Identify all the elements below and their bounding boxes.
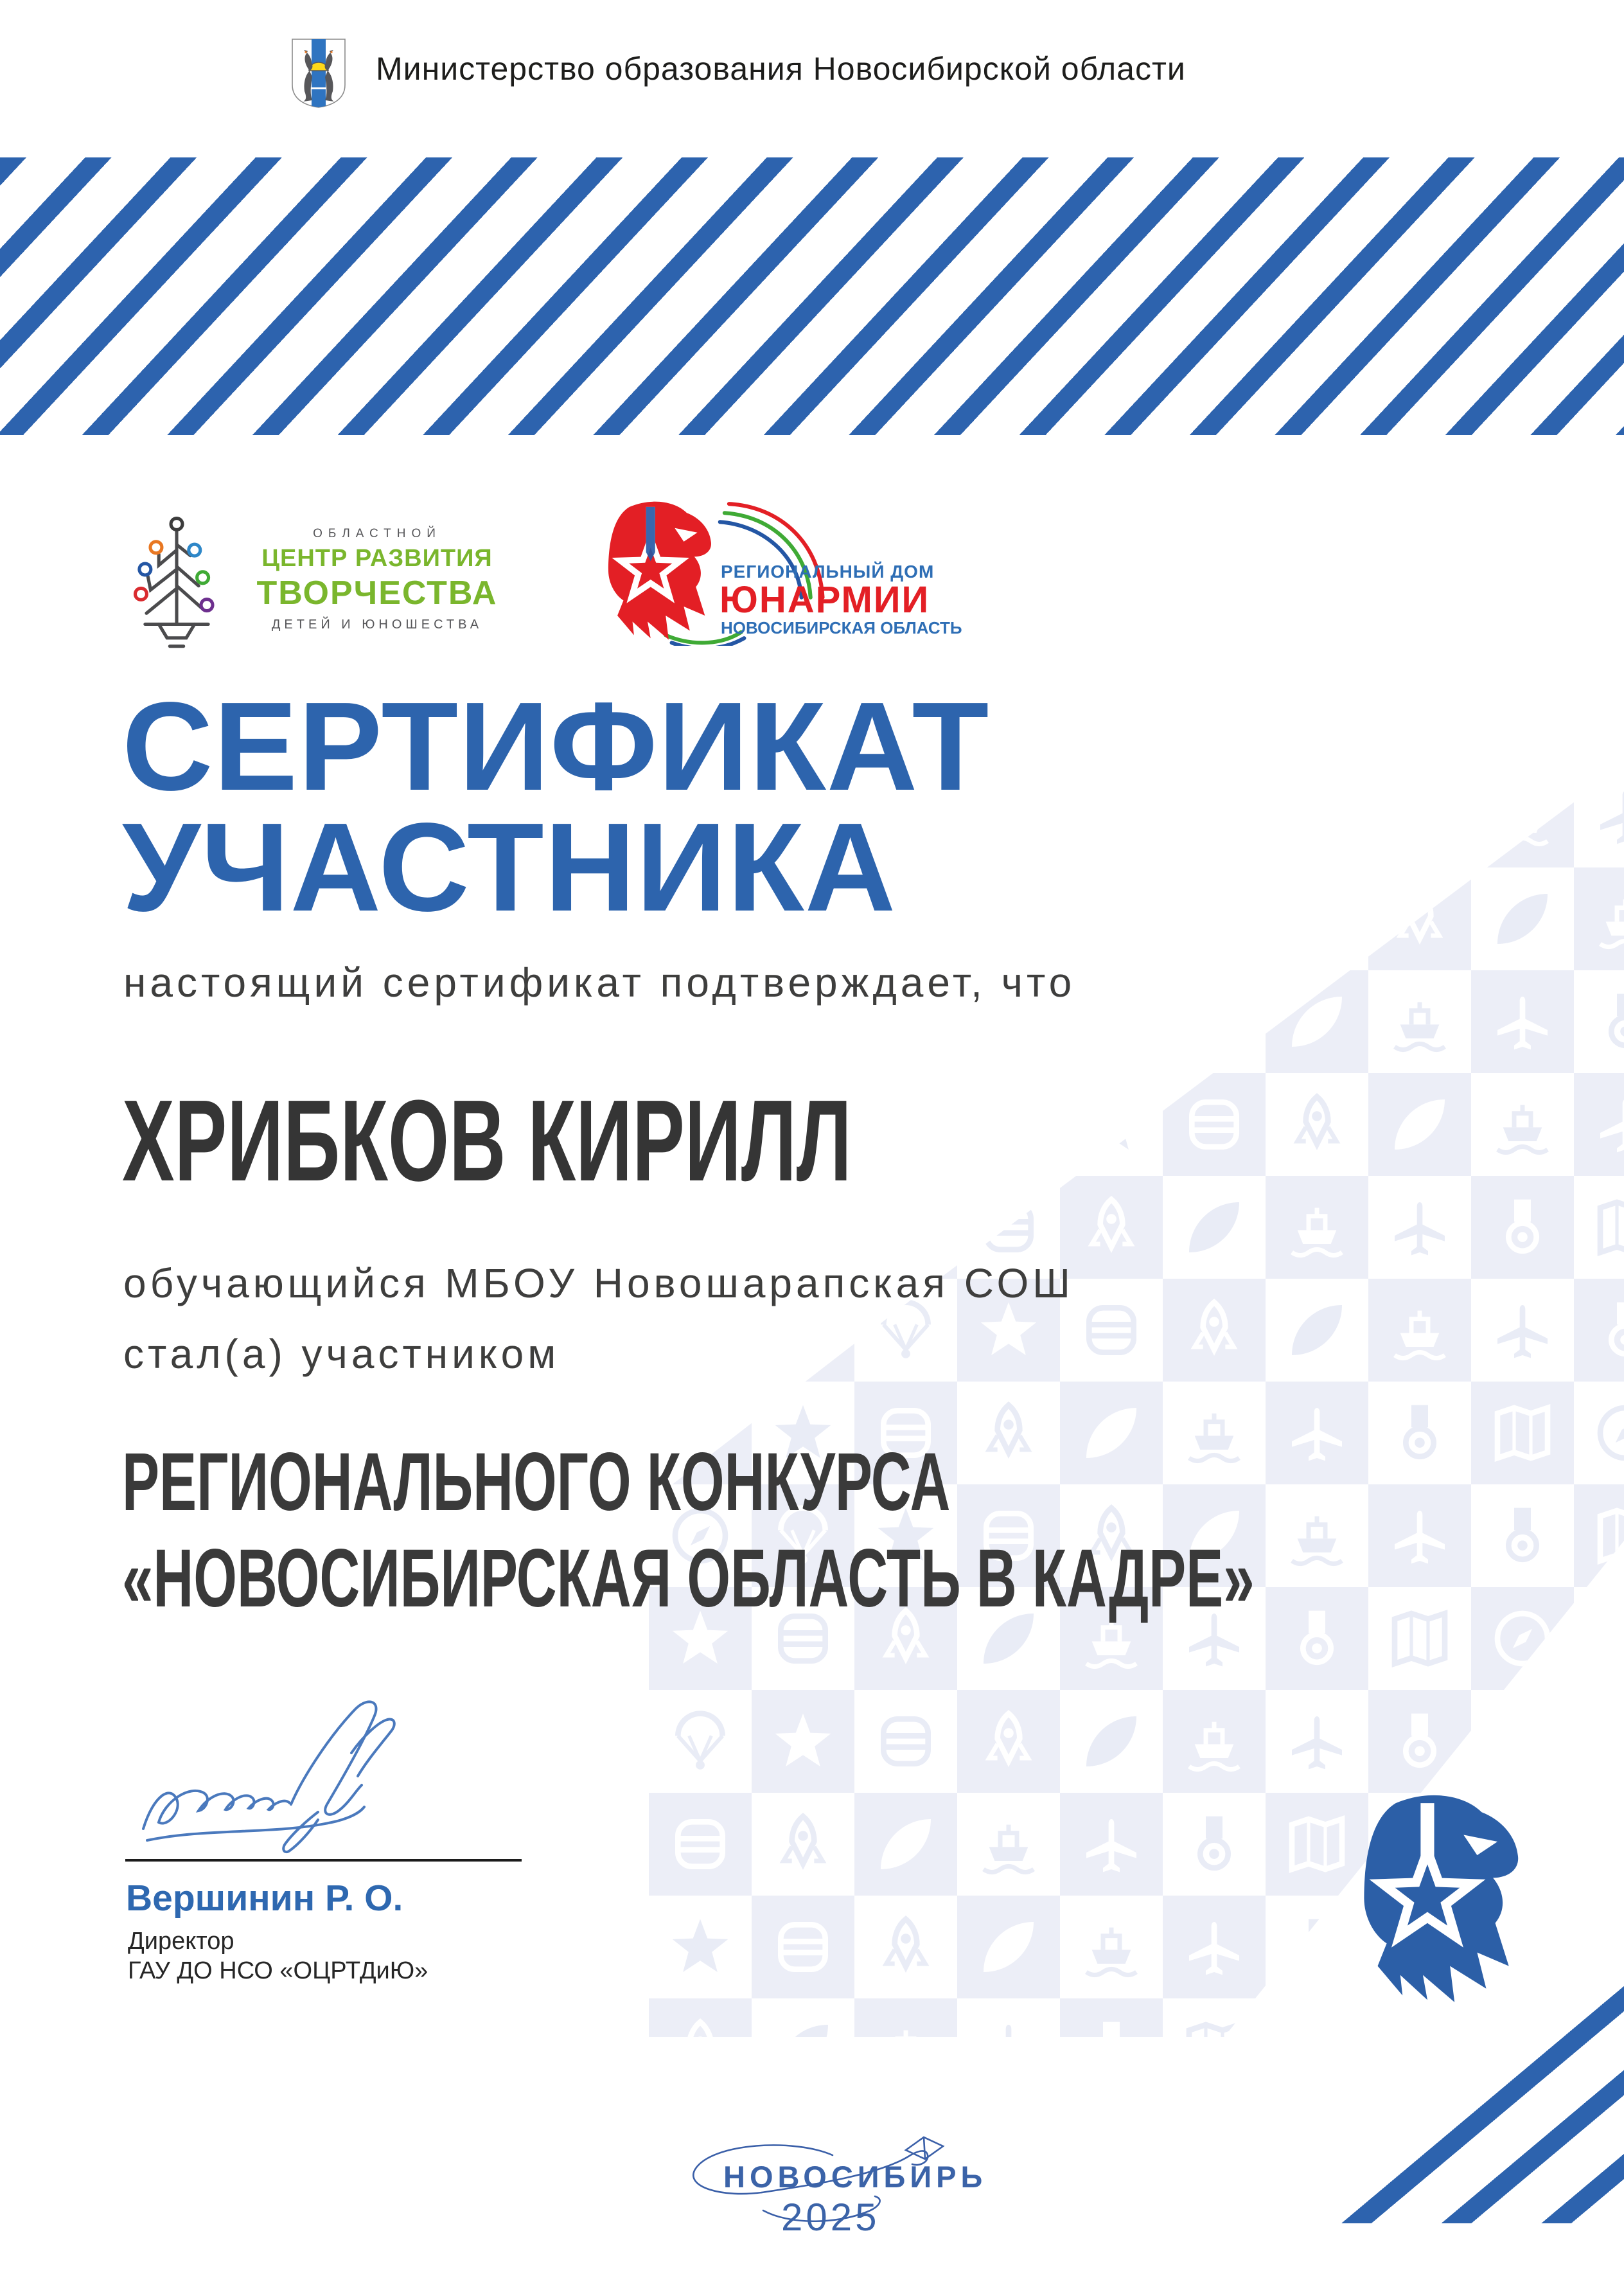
certificate-title-line2: УЧАСТНИКА	[122, 797, 897, 938]
signatory-role-line2: ГАУ ДО НСО «ОЦРТДиЮ»	[128, 1957, 428, 1984]
event-title-line1: РЕГИОНАЛЬНОГО КОНКУРСА	[122, 1436, 951, 1528]
footer-year: 2025	[781, 2196, 880, 2239]
rocket-icon	[1266, 1073, 1368, 1176]
medal-icon	[1060, 1998, 1163, 2037]
leaf-icon	[1471, 867, 1574, 970]
parachute-icon	[1574, 1587, 1624, 1690]
intro-text: настоящий сертификат подтверждает, что	[123, 959, 1076, 1006]
star-icon	[1060, 1073, 1163, 1176]
participant-details	[123, 1248, 1074, 1389]
signatory-role-line1: Директор	[128, 1928, 234, 1955]
leaf-icon	[957, 1896, 1060, 1998]
window-icon	[1266, 867, 1368, 970]
ship-icon	[1471, 1073, 1574, 1176]
creativity-center-logo	[239, 527, 515, 632]
yunarmia-line3: НОВОСИБИРСКАЯ ОБЛАСТЬ	[721, 618, 962, 637]
compass-icon	[1574, 1382, 1624, 1484]
leaf-icon	[1266, 1279, 1368, 1382]
rocket-icon	[1266, 765, 1368, 867]
leaf-icon	[1368, 765, 1471, 867]
compass-icon	[1471, 1587, 1574, 1690]
medal-icon	[1574, 970, 1624, 1073]
rocket-icon	[1163, 1279, 1266, 1382]
medal-icon	[1368, 1382, 1471, 1484]
star-icon	[1574, 1793, 1624, 1896]
creativity-center-line3: ТВОРЧЕСТВА	[256, 574, 498, 612]
parachute-icon	[957, 1073, 1060, 1176]
yunarmia-blue-eagle-icon	[1316, 1785, 1548, 2011]
ship-icon	[957, 1793, 1060, 1896]
plane-icon	[1266, 1690, 1368, 1793]
signature-scribble	[125, 1682, 569, 1859]
plane-icon	[1266, 1382, 1368, 1484]
ship-icon	[1060, 1896, 1163, 1998]
ship-icon	[854, 1998, 957, 2037]
plane-icon	[1368, 1176, 1471, 1279]
creativity-center-line4: ДЕТЕЙ И ЮНОШЕСТВА	[271, 618, 483, 632]
map-icon	[1471, 1690, 1574, 1793]
ministry-title: Министерство образования Новосибирской области	[376, 51, 1186, 87]
plane-icon	[1471, 1279, 1574, 1382]
window-icon	[1163, 1073, 1266, 1176]
event-title	[122, 1434, 1255, 1627]
ship-icon	[1368, 970, 1471, 1073]
certificate-title-line1: СЕРТИФИКАТ	[122, 676, 990, 817]
plane-icon	[1163, 1896, 1266, 1998]
rocket-icon	[957, 1690, 1060, 1793]
participant-details-line1: обучающийся МБОУ Новошарапская СОШ	[123, 1260, 1074, 1306]
plane-icon	[1574, 1073, 1624, 1176]
participant-details-line2: стал(а) участником	[123, 1331, 560, 1378]
star-icon	[1060, 765, 1163, 867]
ship-icon	[1471, 765, 1574, 867]
window-icon	[1163, 765, 1266, 867]
creativity-center-tree-icon	[128, 509, 225, 660]
rocket-icon	[649, 1998, 752, 2037]
map-icon	[1574, 1484, 1624, 1587]
rocket-icon	[752, 1793, 854, 1896]
leaf-icon	[1368, 1073, 1471, 1176]
medal-icon	[1368, 1690, 1471, 1793]
medal-icon	[1471, 1484, 1574, 1587]
ship-icon	[1266, 1484, 1368, 1587]
star-icon	[752, 1690, 854, 1793]
window-icon	[1060, 1279, 1163, 1382]
ship-icon	[1574, 867, 1624, 970]
yunarmia-line2: ЮНАРМИИ	[719, 579, 930, 621]
compass-icon	[1574, 1690, 1624, 1793]
leaf-icon	[1060, 1690, 1163, 1793]
novosibirsk-coat-of-arms-icon	[290, 37, 347, 109]
medal-icon	[1471, 1176, 1574, 1279]
rocket-icon	[1368, 867, 1471, 970]
star-icon	[1163, 867, 1266, 970]
yunarmia-line1: РЕГИОНАЛЬНЫЙ ДОМ	[721, 562, 935, 582]
certificate-title	[122, 676, 990, 938]
rocket-icon	[854, 1896, 957, 1998]
medal-icon	[1163, 1793, 1266, 1896]
event-title-line2: «НОВОСИБИРСКАЯ ОБЛАСТЬ В КАДРЕ»	[122, 1532, 1255, 1624]
creativity-center-line2: ЦЕНТР РАЗВИТИЯ	[261, 545, 493, 572]
plane-icon	[1368, 1484, 1471, 1587]
medal-icon	[1266, 1587, 1368, 1690]
map-icon	[1471, 1382, 1574, 1484]
leaf-icon	[1163, 1176, 1266, 1279]
leaf-icon	[752, 1998, 854, 2037]
map-icon	[1368, 1587, 1471, 1690]
window-icon	[649, 1793, 752, 1896]
compass-icon	[854, 1073, 957, 1176]
plane-icon	[957, 1998, 1060, 2037]
leaf-icon	[854, 1793, 957, 1896]
ship-icon	[1266, 1176, 1368, 1279]
map-icon	[1163, 1998, 1266, 2037]
plane-icon	[1060, 1793, 1163, 1896]
plane-icon	[1471, 970, 1574, 1073]
parachute-icon	[649, 1690, 752, 1793]
top-stripes-band	[0, 157, 1624, 435]
signature-line	[125, 1859, 522, 1862]
creativity-center-line1: ОБЛАСТНОЙ	[313, 527, 441, 540]
medal-icon	[1574, 1279, 1624, 1382]
window-icon	[752, 1896, 854, 1998]
parachute-icon	[1060, 867, 1163, 970]
participant-name: ХРИБКОВ КИРИЛЛ	[122, 1076, 852, 1205]
ship-icon	[1163, 1690, 1266, 1793]
rocket-icon	[1163, 970, 1266, 1073]
window-icon	[854, 1690, 957, 1793]
map-icon	[1574, 1176, 1624, 1279]
novosibir-2025-emblem	[667, 2128, 987, 2244]
ship-icon	[1368, 1279, 1471, 1382]
plane-icon	[1574, 765, 1624, 867]
signatory-name: Вершинин Р. О.	[126, 1878, 403, 1919]
star-icon	[649, 1896, 752, 1998]
footer-city: НОВОСИБИРЬ	[723, 2160, 987, 2194]
rocket-icon	[1060, 1176, 1163, 1279]
leaf-icon	[1266, 970, 1368, 1073]
